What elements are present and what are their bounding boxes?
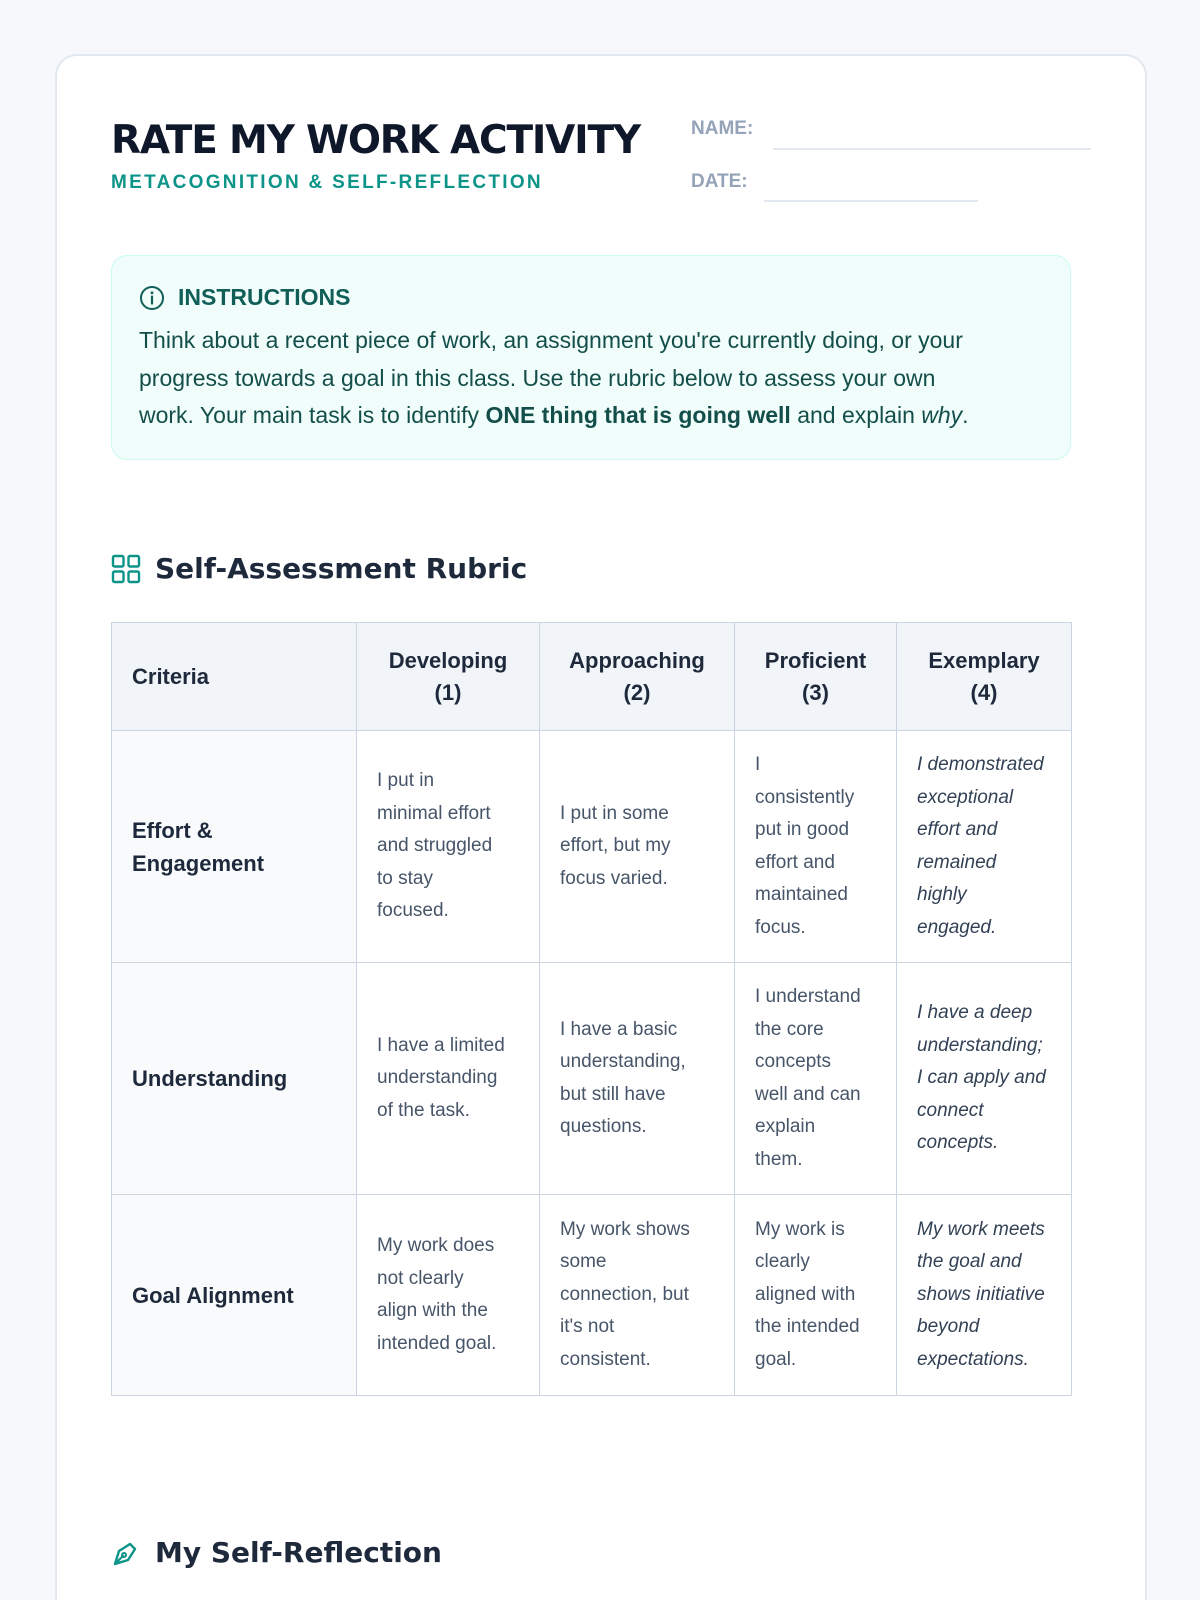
instructions-box xyxy=(111,255,1071,460)
column-header-developing: Developing (1) xyxy=(357,623,540,731)
table-row xyxy=(112,1195,1072,1396)
name-label: NAME: xyxy=(691,118,754,139)
criteria-effort-engagement: Effort & Engagement xyxy=(112,731,357,963)
reflection-heading: My Self-Reflection xyxy=(155,1536,442,1569)
rubric-cell[interactable]: I have a limited understanding of the task. xyxy=(357,963,540,1195)
rubric-header-row xyxy=(112,623,1072,731)
table-row xyxy=(112,731,1072,963)
criteria-goal-alignment: Goal Alignment xyxy=(112,1195,357,1396)
instructions-heading-row xyxy=(139,284,351,311)
instructions-line: work. Your main task is to identify ONE thing that is going well and explain why. xyxy=(139,402,969,428)
rubric-cell[interactable]: My work shows some connection, but it's not consistent. xyxy=(540,1195,735,1396)
instructions-line: progress towards a goal in this class. Use the rubric below to assess your own xyxy=(139,364,936,391)
rubric-cell[interactable]: I have a deep understanding; I can apply and connect concepts. xyxy=(897,963,1072,1195)
page-subtitle: METACOGNITION & SELF-REFLECTION xyxy=(111,172,543,193)
rubric-cell[interactable]: I understand the core concepts well and can explain them. xyxy=(735,963,897,1195)
rubric-table xyxy=(111,622,1072,1396)
reflection-heading-row xyxy=(111,1536,442,1569)
worksheet-card xyxy=(55,54,1147,1600)
column-header-approaching: Approaching (2) xyxy=(540,623,735,731)
rubric-cell[interactable]: I demonstrated exceptional effort and remained highly engaged. xyxy=(897,731,1072,963)
column-header-criteria: Criteria xyxy=(112,623,357,731)
page-title: RATE MY WORK ACTIVITY xyxy=(111,118,640,163)
rubric-cell[interactable]: My work meets the goal and shows initiative beyond expectations. xyxy=(897,1195,1072,1396)
rubric-cell[interactable]: I have a basic understanding, but still have questions. xyxy=(540,963,735,1195)
rubric-cell[interactable]: My work is clearly aligned with the intended goal. xyxy=(735,1195,897,1396)
column-header-proficient: Proficient (3) xyxy=(735,623,897,731)
rubric-cell[interactable]: I put in some effort, but my focus varied. xyxy=(540,731,735,963)
date-field[interactable] xyxy=(764,200,978,202)
column-header-exemplary: Exemplary (4) xyxy=(897,623,1072,731)
rubric-cell[interactable]: I consistently put in good effort and maintained focus. xyxy=(735,731,897,963)
key-task-text: ONE thing that is going well xyxy=(485,402,791,428)
date-label: DATE: xyxy=(691,171,748,192)
table-row xyxy=(112,963,1072,1195)
rubric-cell[interactable]: I put in minimal effort and struggled to stay focused. xyxy=(357,731,540,963)
rubric-heading-row xyxy=(111,552,527,585)
criteria-understanding: Understanding xyxy=(112,963,357,1195)
info-icon xyxy=(139,285,165,311)
emphasis-why: why xyxy=(921,402,963,428)
pen-icon xyxy=(111,1538,141,1568)
instructions-heading: INSTRUCTIONS xyxy=(178,284,351,310)
instructions-text xyxy=(139,322,1059,435)
name-field[interactable] xyxy=(773,148,1091,150)
rubric-heading: Self-Assessment Rubric xyxy=(155,552,528,585)
grid-icon xyxy=(111,554,141,584)
instructions-line: Think about a recent piece of work, an assignment you're currently doing, or your xyxy=(139,327,963,353)
rubric-cell[interactable]: My work does not clearly align with the intended goal. xyxy=(357,1195,540,1396)
